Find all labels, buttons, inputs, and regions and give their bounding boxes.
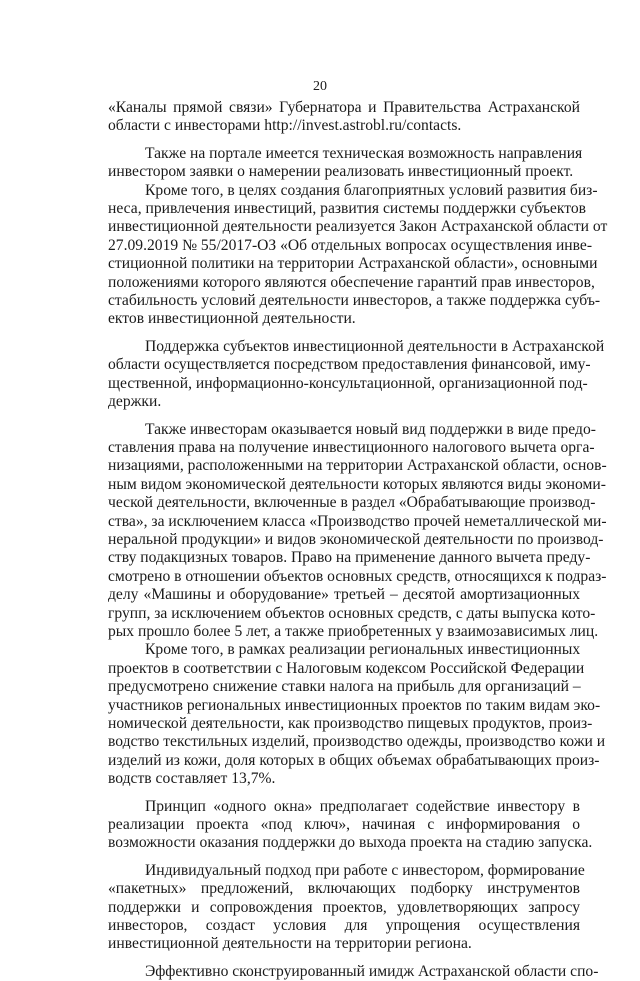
paragraph-region-image bbox=[108, 962, 599, 981]
text-line: Кроме того, в целях создания благоприятных условий развития биз- bbox=[145, 181, 598, 199]
text-line: держки. bbox=[108, 393, 162, 411]
text-line: ству подакцизных товаров. Право на применение данного вычета преду- bbox=[108, 549, 591, 567]
text-line: Индивидуальный подход при работе с инвестором, формирование bbox=[145, 861, 585, 879]
text-line: реализации проекта «под ключ», начиная с информирования о bbox=[108, 816, 580, 834]
paragraph-support-types bbox=[108, 337, 605, 412]
text-line: ства», за исключением класса «Производство прочей неметаллической ми- bbox=[108, 512, 607, 530]
text-line: «Каналы прямой связи» Губернатора и Правительства Астраханской bbox=[108, 99, 580, 116]
paragraph-one-window bbox=[108, 797, 593, 853]
text-line: изделий из кожи, доля которых в общих объемах обрабатывающих произ- bbox=[108, 751, 600, 769]
text-line: Поддержка субъектов инвестиционной деятельности в Астраханской bbox=[145, 337, 605, 355]
paragraph-regional-projects bbox=[108, 641, 606, 788]
text-line: участников региональных инвестиционных проектов по таким видам эко- bbox=[108, 696, 601, 714]
text-line: положениями которого являются обеспечение гарантий прав инвесторов, bbox=[108, 273, 595, 291]
text-line: щественной, информационно-консультационной, организационной под- bbox=[108, 374, 588, 392]
text-line: стабильность условий деятельности инвесторов, а также поддержка субъ- bbox=[108, 292, 601, 310]
text-line: 27.09.2019 № 55/2017-ОЗ «Об отдельных вопросах осуществления инве- bbox=[108, 236, 593, 254]
text-line: ным видом экономической деятельности которых являются виды экономи- bbox=[108, 475, 606, 493]
paragraph-portal-application bbox=[108, 144, 583, 182]
text-line: водств составляет 13,7%. bbox=[108, 770, 276, 788]
text-line: ектов инвестиционной деятельности. bbox=[108, 310, 356, 328]
text-line: ческой деятельности, включенные в раздел «Обрабатывающие производ- bbox=[108, 494, 596, 512]
text-line: Также инвесторам оказывается новый вид поддержки в виде предо- bbox=[145, 420, 596, 438]
text-line: стиционной политики на территории Астраханской области», основными bbox=[108, 255, 598, 273]
text-line: делу «Машины и оборудование» третьей – десятой амортизационных bbox=[108, 586, 580, 604]
text-line: Принцип «одного окна» предполагает содействие инвестору в bbox=[145, 797, 580, 815]
text-line: низациями, расположенными на территории Астраханской области, основ- bbox=[108, 457, 607, 475]
page-number: 20 bbox=[313, 79, 327, 94]
text-line: неральной продукции» и видов экономической деятельности по производ- bbox=[108, 530, 604, 548]
text-line: Эффективно сконструированный имидж Астраханской области спо- bbox=[145, 962, 599, 980]
text-line: области осуществляется посредством предоставления финансовой, иму- bbox=[108, 356, 591, 374]
text-line: поддержки и сопровождения проектов, удовлетворяющих запросу bbox=[108, 898, 580, 916]
text-line: Также на портале имеется техническая возможность направления bbox=[145, 144, 583, 162]
text-line: Кроме того, в рамках реализации региональных инвестиционных bbox=[145, 641, 581, 659]
text-line: «пакетных» предложений, включающих подборку инструментов bbox=[108, 880, 580, 898]
text-line: области с инвесторами http://invest.astrobl.ru/contacts. bbox=[108, 117, 462, 135]
text-line: предусмотрено снижение ставки налога на прибыль для организаций – bbox=[108, 678, 581, 696]
text-line: возможности оказания поддержки до выхода проекта на стадию запуска. bbox=[108, 834, 593, 852]
text-line: ставления права на получение инвестиционного налогового вычета орга- bbox=[108, 438, 595, 456]
document-body bbox=[108, 99, 608, 981]
text-line: номической деятельности, как производство пищевых продуктов, произ- bbox=[108, 715, 593, 732]
paragraph-individual-approach bbox=[108, 861, 585, 954]
text-line: неса, привлечения инвестиций, развития системы поддержки субъектов bbox=[108, 200, 586, 218]
paragraph-regional-law bbox=[108, 181, 608, 329]
text-line: проектов в соответствии с Налоговым кодексом Российской Федерации bbox=[108, 659, 585, 677]
text-line: инвесторов, создаст условия для упрощения осуществления bbox=[108, 917, 580, 935]
paragraph-investor-contacts bbox=[108, 99, 580, 136]
text-line: инвестиционной деятельности на территории региона. bbox=[108, 935, 472, 953]
paragraph-tax-deduction bbox=[108, 420, 607, 642]
text-line: инвестиционной деятельности реализуется Закон Астраханской области от bbox=[108, 218, 608, 236]
text-line: смотрено в отношении объектов основных средств, относящихся к подраз- bbox=[108, 567, 607, 585]
text-line: рых прошло более 5 лет, а также приобретенных у взаимозависимых лиц. bbox=[108, 622, 599, 640]
text-line: инвестором заявки о намерении реализовать инвестиционный проект. bbox=[108, 163, 574, 181]
text-line: групп, за исключением объектов основных средств, с даты выпуска кото- bbox=[108, 604, 596, 622]
text-line: водство текстильных изделий, производство одежды, производство кожи и bbox=[108, 733, 606, 751]
